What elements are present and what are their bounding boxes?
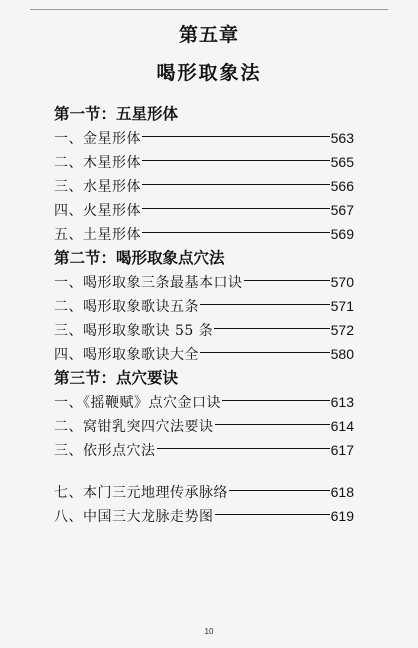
toc-entry[interactable] xyxy=(54,480,354,504)
toc-page-number: 563 xyxy=(330,130,354,146)
leader-line xyxy=(200,304,330,306)
top-rule xyxy=(30,9,388,10)
toc-entry-label: 二、喝形取象歌诀五条 xyxy=(54,299,199,315)
toc-entry[interactable] xyxy=(54,294,354,318)
toc-entry[interactable] xyxy=(54,318,354,342)
leader-line xyxy=(214,328,329,330)
chapter-title: 第五章 xyxy=(178,24,239,46)
toc-entry[interactable] xyxy=(54,390,354,414)
toc-page-number: 567 xyxy=(330,202,354,218)
toc-entry-label: 三、喝形取象歌诀 55 条 xyxy=(54,323,214,339)
toc-page-number: 566 xyxy=(330,178,354,194)
toc-entry[interactable] xyxy=(54,438,354,462)
leader-line xyxy=(142,232,330,234)
toc-entry[interactable] xyxy=(54,414,354,438)
leader-line xyxy=(222,400,330,402)
leader-line xyxy=(200,352,330,354)
toc-entry[interactable] xyxy=(54,150,354,174)
toc-entry-label: 五、土星形体 xyxy=(54,227,141,243)
toc-entry-label: 一、喝形取象三条最基本口诀 xyxy=(54,275,243,291)
toc-page-number: 614 xyxy=(330,418,354,434)
toc-page-number: 569 xyxy=(330,226,354,242)
toc-entry-label: 八、中国三大龙脉走势图 xyxy=(54,509,214,525)
leader-line xyxy=(229,490,330,492)
toc-page-number: 619 xyxy=(330,508,354,524)
leader-line xyxy=(142,160,330,162)
toc-entry-label: 二、窝钳乳突四穴法要诀 xyxy=(54,419,214,435)
toc-entry-label: 四、喝形取象歌诀大全 xyxy=(54,347,199,363)
toc-entry[interactable] xyxy=(54,198,354,222)
toc-entry-label: 二、木星形体 xyxy=(54,155,141,171)
toc-entry[interactable] xyxy=(54,270,354,294)
toc-entry-label: 三、依形点穴法 xyxy=(54,443,156,459)
toc-entry-label: 三、水星形体 xyxy=(54,179,141,195)
leader-line xyxy=(157,448,330,450)
toc-page-number: 571 xyxy=(330,298,354,314)
toc-entry-label: 一、《摇鞭赋》点穴金口诀 xyxy=(54,395,221,411)
section-heading: 第二节：喝形取象点穴法 xyxy=(54,249,225,267)
leader-line xyxy=(244,280,330,282)
section-heading: 第一节：五星形体 xyxy=(54,105,179,123)
leader-line xyxy=(215,514,330,516)
toc-entry-label: 七、本门三元地理传承脉络 xyxy=(54,485,228,501)
toc-entry[interactable] xyxy=(54,342,354,366)
leader-line xyxy=(142,136,330,138)
spacer xyxy=(54,462,354,480)
toc-page-number: 565 xyxy=(330,154,354,170)
toc-entry[interactable] xyxy=(54,504,354,528)
toc-page-number: 613 xyxy=(330,394,354,410)
page-number: 10 xyxy=(204,627,214,636)
section-heading: 第三节：点穴要诀 xyxy=(54,369,179,387)
leader-line xyxy=(142,208,330,210)
leader-line xyxy=(215,424,330,426)
toc-entry-label: 四、火星形体 xyxy=(54,203,141,219)
toc-entry[interactable] xyxy=(54,222,354,246)
toc-page-number: 572 xyxy=(330,322,354,338)
toc-page-number: 580 xyxy=(330,346,354,362)
toc-page-number: 570 xyxy=(330,274,354,290)
toc-page-number: 618 xyxy=(330,484,354,500)
chapter-subtitle: 喝形取象法 xyxy=(156,62,262,84)
table-of-contents xyxy=(54,102,354,528)
leader-line xyxy=(142,184,330,186)
toc-entry[interactable] xyxy=(54,126,354,150)
toc-entry[interactable] xyxy=(54,174,354,198)
toc-entry-label: 一、金星形体 xyxy=(54,131,141,147)
toc-page-number: 617 xyxy=(330,442,354,458)
